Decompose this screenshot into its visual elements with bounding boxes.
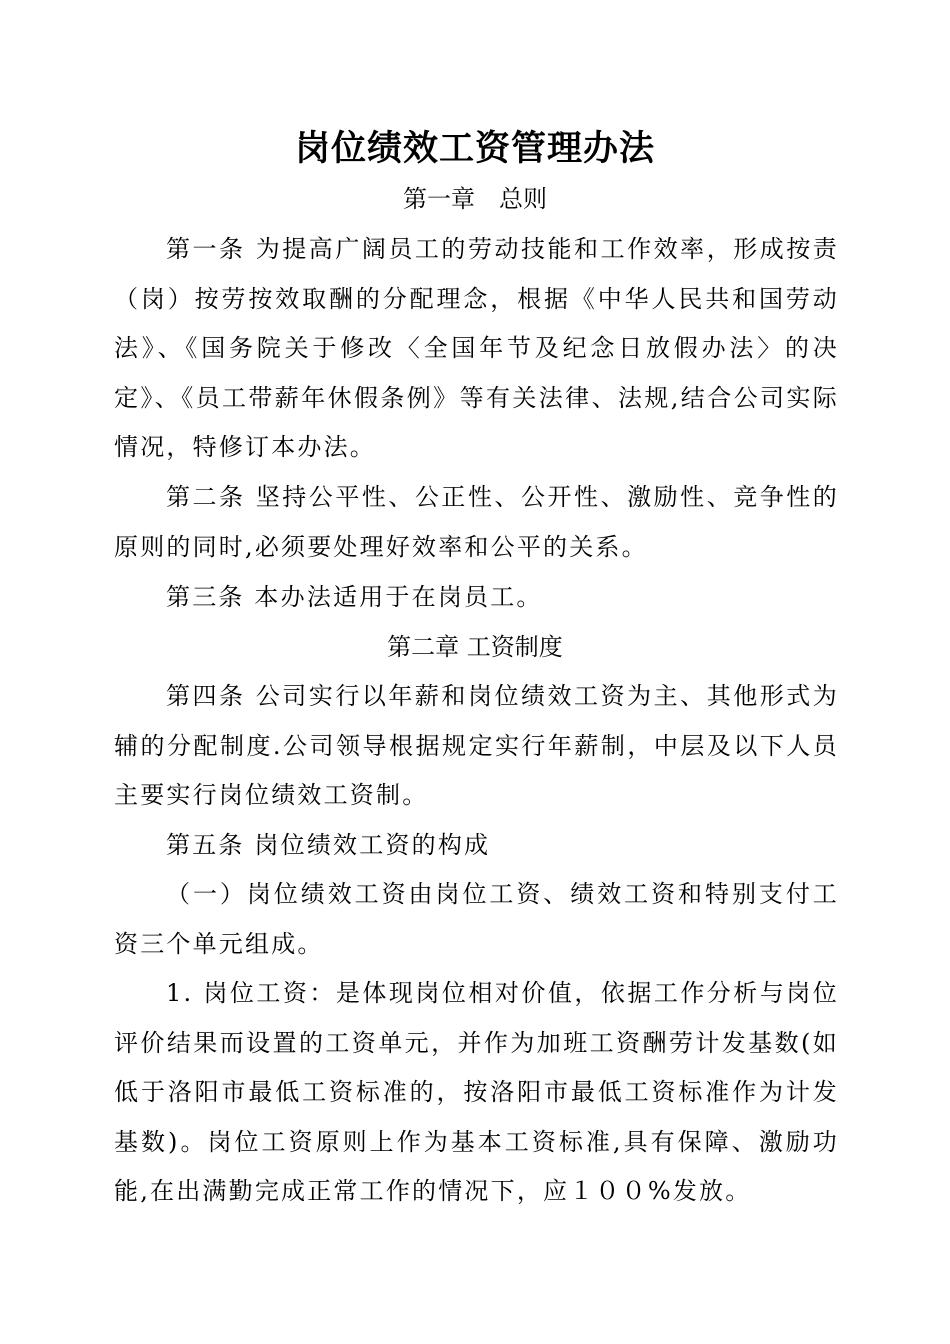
item-1-paragraph: 1. 岗位工资：是体现岗位相对价值，依据工作分析与岗位评价结果而设置的工资单元，并作为加班工资酬劳计发基数(如低于洛阳市最低工资标准的，按洛阳市最低工资标准作为计发基数)。岗位工资原则上作为基本工资标准,具有保障、激励功能,在出满勤完成正常工作的情况下，应１００%发放。	[114, 979, 839, 1205]
chapter-heading-general: 第一章 总则	[403, 185, 547, 213]
clause-1-paragraph: （一）岗位绩效工资由岗位工资、绩效工资和特别支付工资三个单元组成。	[114, 880, 839, 958]
article-3-paragraph: 第三条 本办法适用于在岗员工。	[166, 583, 543, 611]
article-5-paragraph: 第五条 岗位绩效工资的构成	[166, 831, 491, 859]
article-4-paragraph: 第四条 公司实行以年薪和岗位绩效工资为主、其他形式为辅的分配制度.公司领导根据规定实行年薪制，中层及以下人员主要实行岗位绩效工资制。	[114, 682, 839, 809]
chapter-heading-wage-system: 第二章 工资制度	[387, 633, 563, 661]
article-2-paragraph: 第二条 坚持公平性、公正性、公开性、激励性、竞争性的原则的同时,必须要处理好效率和公平的关系。	[114, 483, 839, 561]
article-1-paragraph: 第一条 为提高广阔员工的劳动技能和工作效率，形成按责（岗）按劳按效取酬的分配理念，根据《中华人民共和国劳动法》、《国务院关于修改〈全国年节及纪念日放假办法〉的决定》、《员工带薪年休假条例》等有关法律、法规,结合公司实际情况，特修订本办法。	[114, 235, 839, 461]
document-title: 岗位绩效工资管理办法	[294, 129, 655, 169]
